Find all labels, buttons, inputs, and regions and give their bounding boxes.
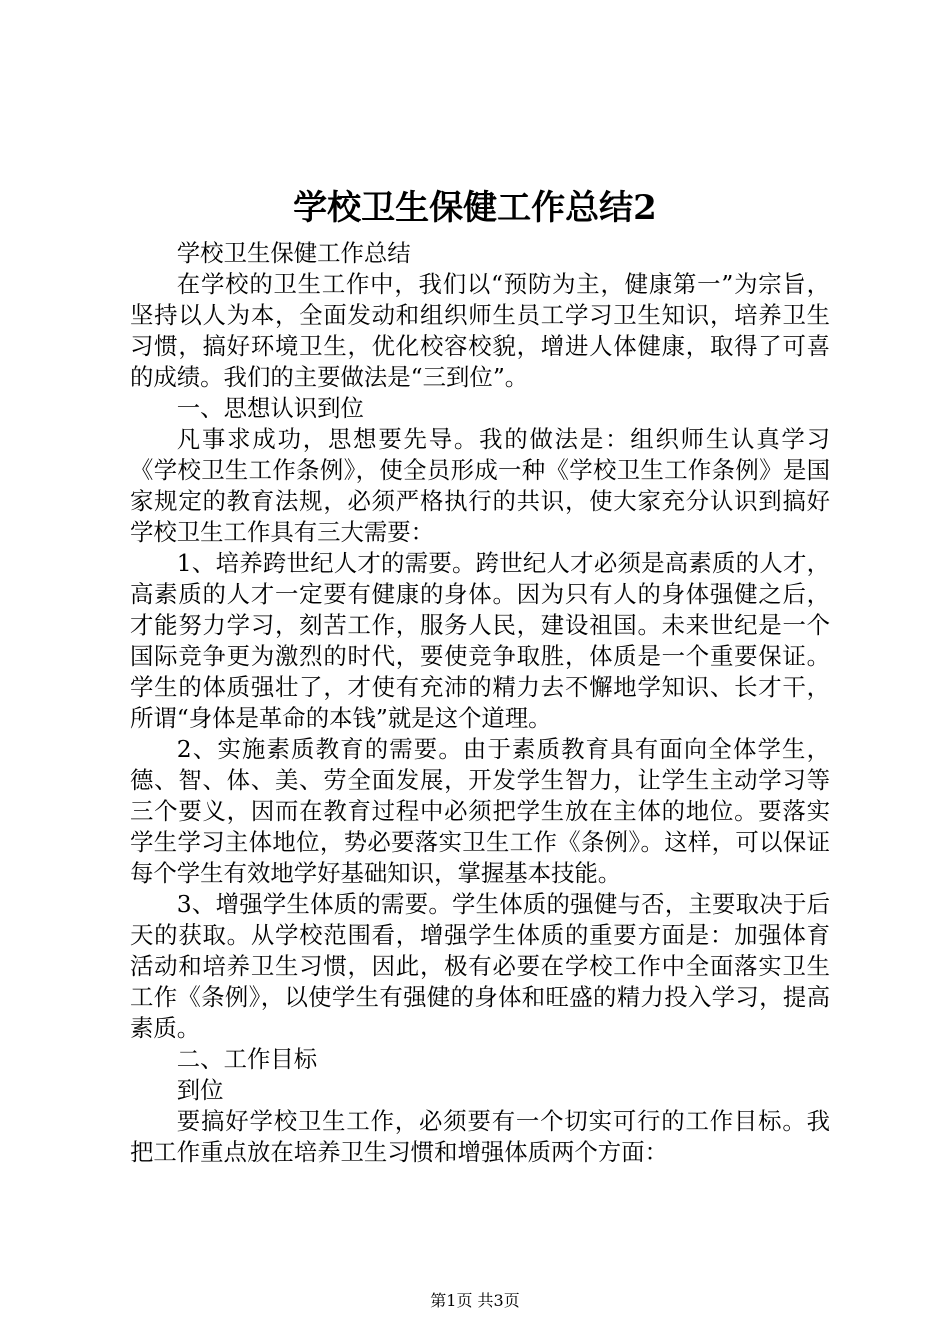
page-footer: 第1页 共3页 bbox=[430, 1291, 520, 1310]
paragraph: 要搞好学校卫生工作，必须要有一个切实可行的工作目标。我把工作重点放在培养卫生习惯和增强体质两个方面： bbox=[130, 1107, 830, 1166]
document-body bbox=[130, 238, 830, 1168]
paragraph: 3、增强学生体质的需要。学生体质的强健与否，主要取决于后天的获取。从学校范围看，增强学生体质的重要方面是：加强体育活动和培养卫生习惯，因此，极有必要在学校工作中全面落实卫生工作《条例》，以使学生有强健的身体和旺盛的精力投入学习，提高素质。 bbox=[130, 890, 830, 1042]
paragraph: 1、培养跨世纪人才的需要。跨世纪人才必须是高素质的人才，高素质的人才一定要有健康的身体。因为只有人的身体强健之后，才能努力学习，刻苦工作，服务人民，建设祖国。未来世纪是一个国际竞争更为激烈的时代，要使竞争取胜，体质是一个重要保证。学生的体质强壮了，才使有充沛的精力去不懈地学知识、长才干，所谓“身体是革命的本钱”就是这个道理。 bbox=[130, 549, 830, 732]
paragraph: 在学校的卫生工作中，我们以“预防为主，健康第一”为宗旨，坚持以人为本，全面发动和组织师生员工学习卫生知识，培养卫生习惯，搞好环境卫生，优化校容校貌，增进人体健康，取得了可喜的成绩。我们的主要做法是“三到位”。 bbox=[130, 270, 830, 391]
paragraph: 到位 bbox=[176, 1076, 224, 1104]
paragraph: 2、实施素质教育的需要。由于素质教育具有面向全体学生，德、智、体、美、劳全面发展，开发学生智力，让学生主动学习等三个要义，因而在教育过程中必须把学生放在主体的地位。要落实学生学习主体地位，势必要落实卫生工作《条例》。这样，可以保证每个学生有效地学好基础知识，掌握基本技能。 bbox=[130, 735, 830, 887]
section-heading: 一、思想认识到位 bbox=[176, 394, 364, 422]
paragraph: 学校卫生保健工作总结 bbox=[176, 239, 411, 267]
section-heading: 二、工作目标 bbox=[176, 1045, 318, 1073]
document-title: 学校卫生保健工作总结2 bbox=[293, 188, 657, 228]
paragraph: 凡事求成功，思想要先导。我的做法是：组织师生认真学习《学校卫生工作条例》，使全员形成一种《学校卫生工作条例》是国家规定的教育法规，必须严格执行的共识，使大家充分认识到搞好学校卫生工作具有三大需要： bbox=[130, 425, 830, 546]
